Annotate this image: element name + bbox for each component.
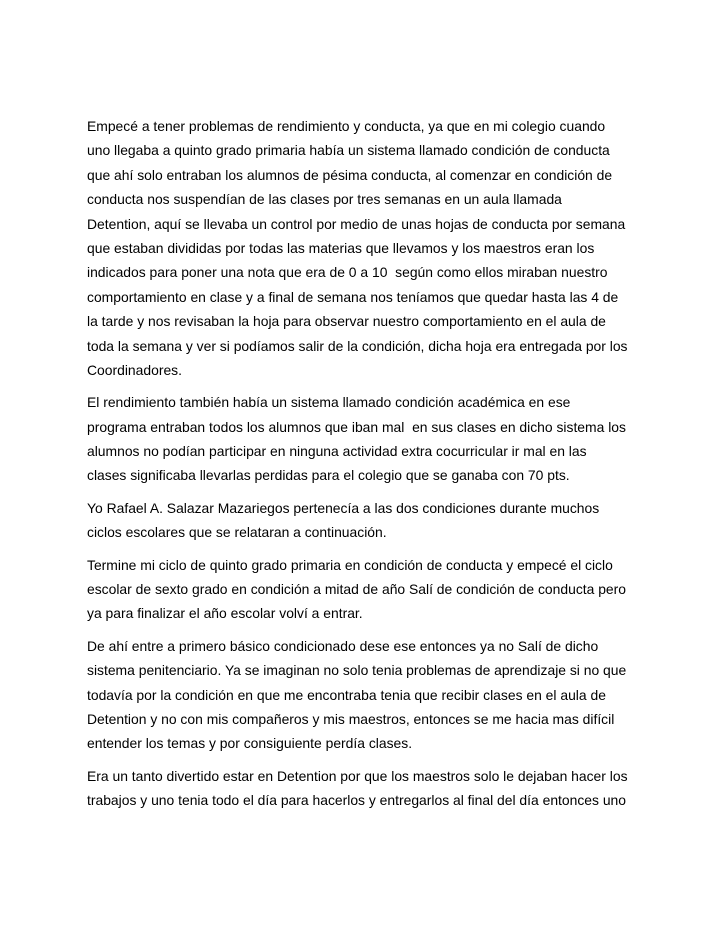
text-line: uno llegaba a quinto grado primaria había un sistema llamado condición de conducta — [87, 142, 610, 159]
text-line: Coordinadores. — [87, 361, 182, 378]
text-line: comportamiento en clase y a final de semana nos teníamos que quedar hasta las 4 de — [87, 288, 619, 305]
text-line: programa entraban todos los alumnos que iban mal en sus clases en dicho sistema los — [87, 418, 626, 435]
text-line: De ahí entre a primero básico condicionado dese ese entonces ya no Salí de dicho — [87, 637, 599, 654]
text-line: trabajos y uno tenia todo el día para hacerlos y entregarlos al final del día entonces uno — [87, 792, 627, 809]
text-line: El rendimiento también había un sistema llamado condición académica en ese — [87, 394, 571, 411]
paragraph-1 — [87, 114, 647, 382]
text-line: entender los temas y por consiguiente perdía clases. — [87, 735, 413, 752]
text-line: Empecé a tener problemas de rendimiento y conducta, ya que en mi colegio cuando — [87, 118, 606, 134]
text-line: Detention y no con mis compañeros y mis maestros, entonces se me hacia mas difícil — [87, 710, 615, 727]
text-line: alumnos no podían participar en ninguna actividad extra cocurricular ir mal en las — [87, 443, 587, 460]
text-line: que estaban divididas por todas las materias que llevamos y los maestros eran los — [87, 239, 595, 256]
text-line: Yo Rafael A. Salazar Mazariegos pertenecía a las dos condiciones durante muchos — [87, 499, 600, 516]
paragraph-6 — [87, 764, 647, 813]
text-line: escolar de sexto grado en condición a mitad de año Salí de condición de conducta pero — [87, 581, 627, 598]
text-line: que ahí solo entraban los alumnos de pésima conducta, al comenzar en condición de — [87, 166, 613, 183]
document-body — [87, 114, 647, 821]
paragraph-3 — [87, 496, 647, 545]
paragraph-5 — [87, 634, 647, 756]
text-line: toda la semana y ver si podíamos salir de la condición, dicha hoja era entregada por los — [87, 337, 628, 354]
paragraph-4 — [87, 553, 647, 626]
text-line: conducta nos suspendían de las clases por tres semanas en un aula llamada — [87, 191, 562, 208]
text-line: Era un tanto divertido estar en Detention por que los maestros solo le dejaban hacer los — [87, 767, 628, 784]
text-line: ya para finalizar el año escolar volví a entrar. — [87, 605, 363, 622]
text-line: sistema penitenciario. Ya se imaginan no solo tenia problemas de aprendizaje si no que — [87, 662, 627, 679]
text-line: todavía por la condición en que me encontraba tenia que recibir clases en el aula de — [87, 686, 606, 703]
text-line: Detention, aquí se llevaba un control por medio de unas hojas de conducta por semana — [87, 215, 626, 232]
text-line: la tarde y nos revisaban la hoja para observar nuestro comportamiento en el aula de — [87, 313, 606, 330]
text-line: ciclos escolares que se relataran a continuación. — [87, 524, 387, 541]
paragraph-2 — [87, 390, 647, 488]
text-line: Termine mi ciclo de quinto grado primaria en condición de conducta y empecé el ciclo — [87, 556, 613, 573]
text-line: clases significaba llevarlas perdidas para el colegio que se ganaba con 70 pts. — [87, 467, 570, 484]
text-line: indicados para poner una nota que era de 0 a 10 según como ellos miraban nuestro — [87, 264, 608, 281]
